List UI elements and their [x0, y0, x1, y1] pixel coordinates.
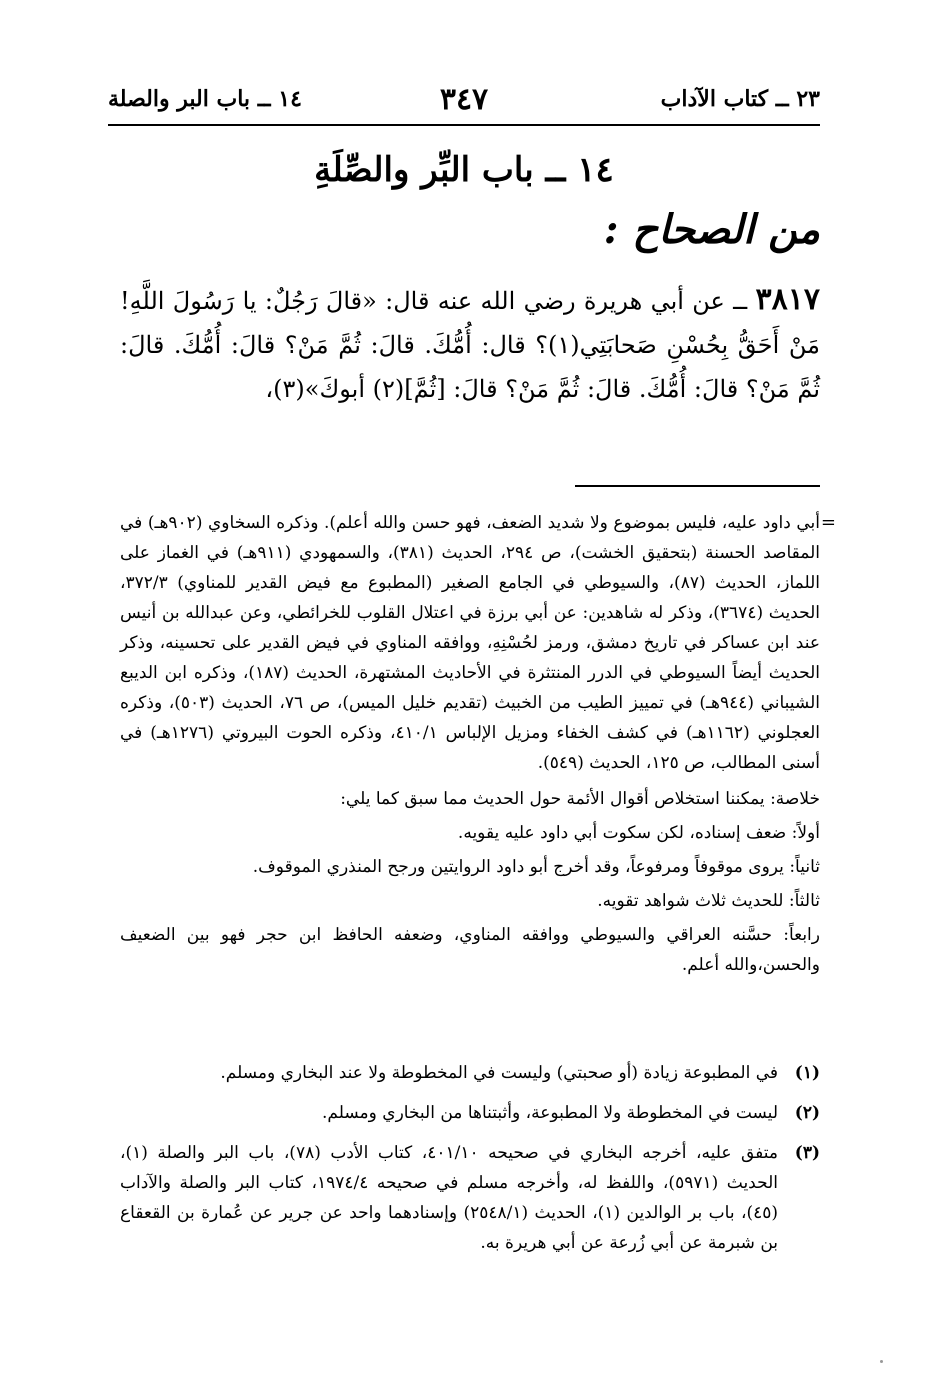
hadith-text [120, 278, 820, 411]
running-header [108, 82, 820, 122]
footnote-number: (١) [794, 1063, 820, 1083]
footnote-text: متفق عليه، أخرجه البخاري في صحيحه ٤٠١/١٠، كتاب الأدب (٧٨)، باب البر والصلة (١)، الحديث (٥٩٧١)، واللفظ له، وأخرجه مسلم في صحيحه ١٩٧٤/٤، كتاب البر والصلة والآداب (٤٥)، باب بر الوالدين (١)، الحديث (٢٥٤٨/١) وإسنادهما واحد عن جرير عن عُمارة بن القعقاع بن شبرمة عن أبي زُرعة عن أبي هريرة به. [120, 1143, 778, 1253]
summary-point: أولاً: ضعف إسناده، لكن سكوت أبي داود عليه يقويه. [457, 823, 820, 843]
section-label: من الصحاح : [603, 206, 820, 253]
summary-point: ثانياً: يروى موقوفاً ومرفوعاً، وقد أخرج أبو داود الروايتين ورجح المنذري الموقوف. [252, 857, 820, 877]
footnote-text: في المطبوعة زيادة (أو صحبتي) وليست في المخطوطة ولا عند البخاري ومسلم. [220, 1063, 778, 1083]
hadith-number: ٣٨١٧ [755, 282, 820, 317]
footnote-1 [120, 1058, 820, 1088]
header-book-title: ٢٣ ــ كتاب الآداب [660, 86, 820, 112]
footnote-text: ليست في المخطوطة ولا المطبوعة، وأثبتناها من البخاري ومسلم. [322, 1103, 778, 1123]
chapter-title: ١٤ ــ باب البِّر والصِّلَةِ [314, 150, 614, 190]
header-chapter-title: ١٤ ــ باب البر والصلة [108, 86, 302, 112]
scan-speck [880, 1360, 883, 1363]
hadith-body: ــ عن أبي هريرة رضي الله عنه قال: «قالَ رَجُلٌ: يا رَسُولَ اللَّهِ! مَنْ أَحَقُّ بِحُسْنِ صَحابَتِي(١)؟ قال: أُمُّكَ. قالَ: ثُمَّ مَنْ؟ قالَ: أُمُّكَ. قالَ: ثُمَّ مَنْ؟ قالَ: أُمُّكَ. قالَ: ثُمَّ مَنْ؟ قالَ: [ثُمَّ](٢) أبوكَ»(٣)، [120, 287, 820, 403]
continuation-marker: = [820, 512, 836, 533]
footnote-2 [120, 1098, 820, 1128]
summary-point: رابعاً: حسَّنه العراقي والسيوطي ووافقه المناوي، وضعفه الحافظ ابن حجر فهو بين الضعيف والحسن،والله أعلم. [120, 925, 820, 975]
footnote-3 [120, 1138, 820, 1258]
continued-footnote-text: أبي داود عليه، فليس بموضوع ولا شديد الضعف، فهو حسن والله أعلم). وذكره السخاوي (٩٠٢هـ) في المقاصد الحسنة (بتحقيق الخشت)، ص ٢٩٤، الحديث (٣٨١)، والسمهودي (٩١١هـ) في الغماز على اللماز، الحديث (٨٧)، والسيوطي في الجامع الصغير (المطبوع مع فيض القدير للمناوي) ٣٧٢/٣، الحديث (٣٦٧٤)، وذكر له شاهدين: عن أبي برزة في اعتلال القلوب للخرائطي، وعن عبدالله بن أنيس عند ابن عساكر في تاريخ دمشق، ورمز لحُسْنِهِ، ووافقه المناوي في فيض القدير على تحسينه، وذكر الحديث أيضاً السيوطي في الدرر المنتثرة في الأحاديث المشتهرة، الحديث (١٨٧)، وذكره ابن الديبع الشيباني (٩٤٤هـ) في تمييز الطيب من الخبيث (تقديم خليل الميس)، ص ٧٦، الحديث (٥٠٣)، وذكره العجلوني (١١٦٢هـ) في كشف الخفاء ومزيل الإلباس ٤١٠/١، وذكره الحوت البيروتي (١٢٧٦هـ) في أسنى المطالب، ص ١٢٥، الحديث (٥٤٩). [120, 513, 821, 773]
footnotes [120, 1058, 820, 1268]
header-rule [108, 124, 820, 126]
footnote-number: (٢) [794, 1103, 820, 1123]
footnote-separator [575, 485, 820, 487]
summary-block [120, 784, 820, 980]
continued-footnote [120, 508, 820, 984]
summary-point: ثالثاً: للحديث ثلاث شواهد تقويه. [597, 891, 820, 911]
summary-intro: خلاصة: يمكننا استخلاص أقوال الأئمة حول الحديث مما سبق كما يلي: [340, 789, 820, 809]
footnote-number: (٣) [794, 1143, 820, 1163]
page-number: ٣٤٧ [439, 82, 489, 117]
